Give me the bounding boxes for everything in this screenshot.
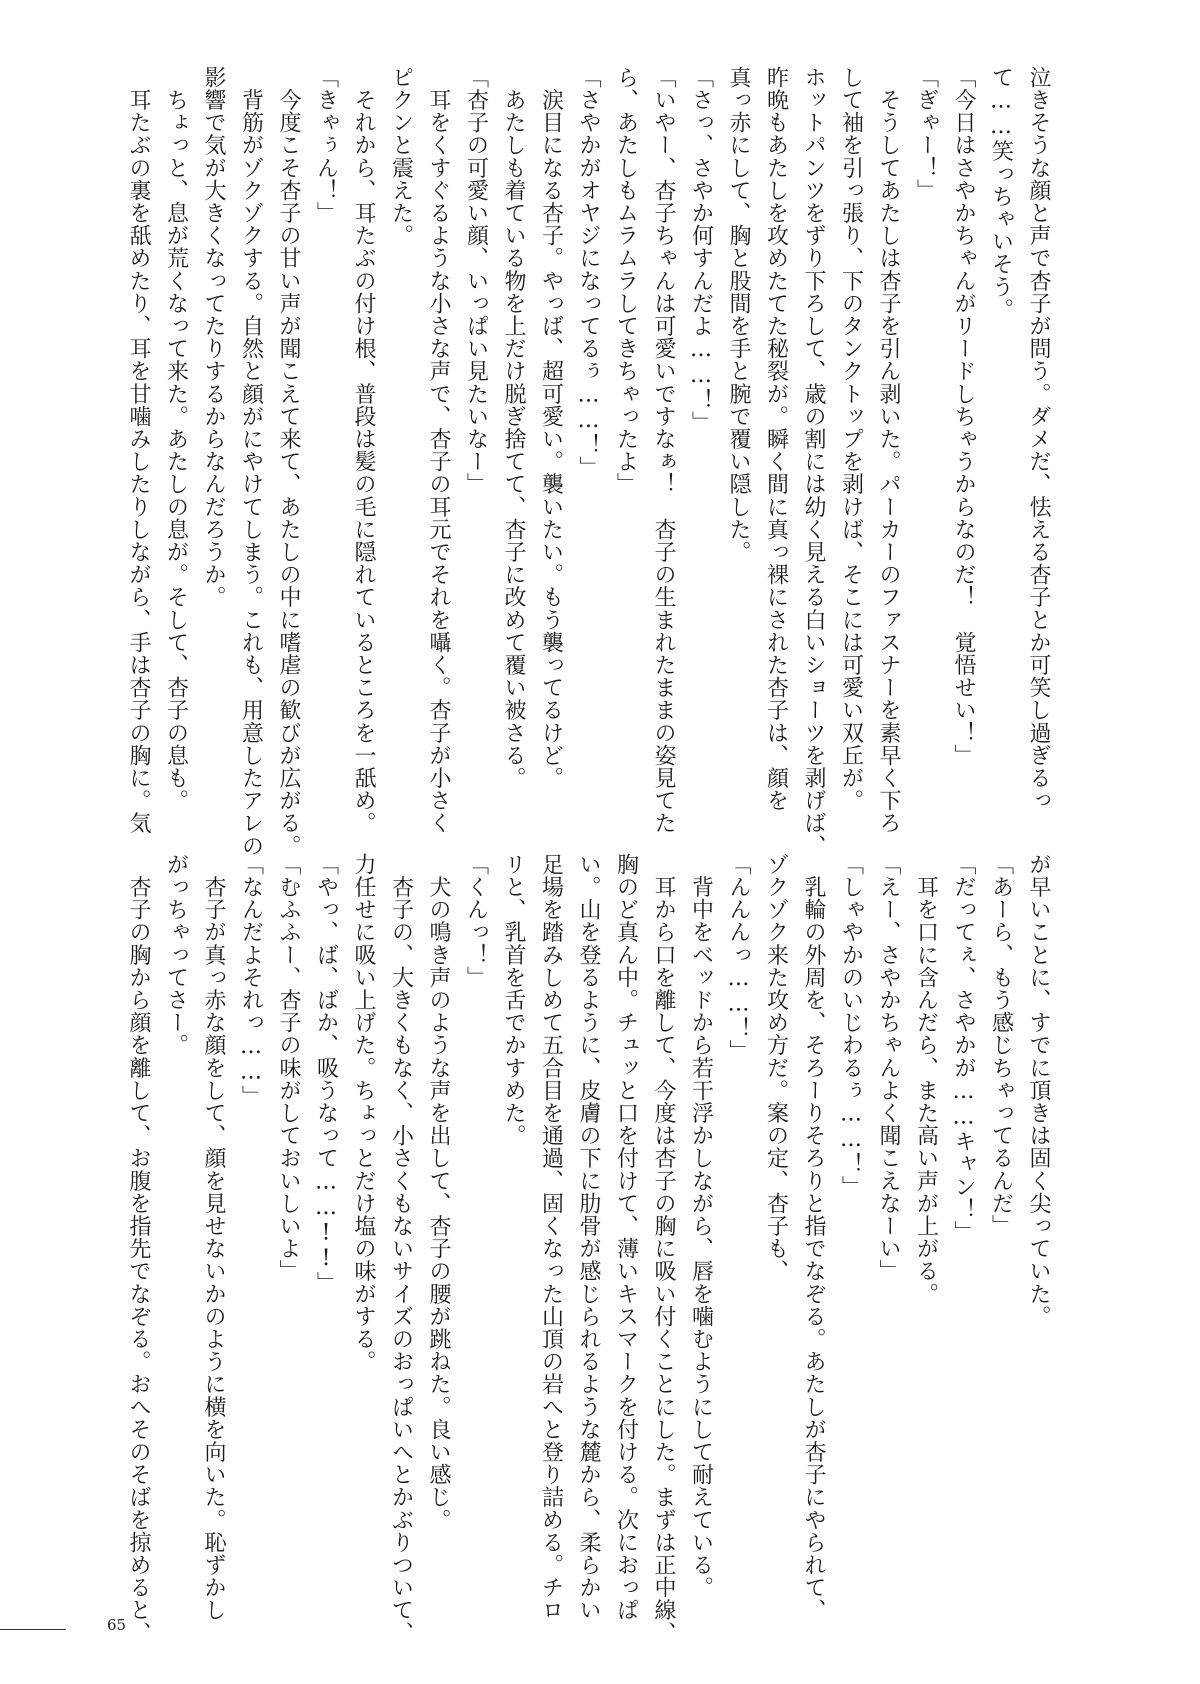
text-line: 「杏子の可愛い顔、いっぱい見たいなー」 [463,66,489,496]
text-line: リと、乳首を舌でかすめた。 [501,853,526,1147]
text-line: ピクンと震えた。 [388,66,414,247]
text-line: して袖を引っ張り、下のタンクトップを剥けば、そこには可愛い双丘が。 [838,66,864,812]
text-line: 影響で気が大きくなってたりするからなんだろうか。 [201,66,226,609]
text-line: そうしてあたしは杏子を引ん剥いた。パーカーのファスナーを素早く下ろ [876,66,901,835]
text-line: 「えー、さやかちゃんよく聞こえなーい」 [876,853,901,1283]
text-line: 泣きそうな顔と声で杏子が問う。ダメだ、怯える杏子とか可笑し過ぎるっ [1026,66,1051,812]
text-block-top [120,66,1058,857]
text-line: 「今日はさやかちゃんがリードしちゃうからなのだ！ 覚悟せい！」 [951,66,976,767]
text-line: 犬の鳴き声のような声を出して、杏子の腰が跳ねた。良い感じ。 [426,853,451,1531]
text-line: 「ぎゃー！」 [913,66,939,202]
text-line: 「んんんっ……！」 [726,853,751,1063]
text-line: 「さっ、さやか何すんだよ……！」 [688,66,714,434]
text-line: それから、耳たぶの付け根、普段は髪の毛に隠れているところを一舐め。 [351,66,376,835]
text-line: ら、あたしもムラムラしてきちゃったよ」 [613,66,639,496]
text-line: 「さやかがオヤジになってるぅ……！」 [576,66,601,479]
text-block-bottom [120,853,1058,1644]
text-line: が早いことに、すでに頂きは固く尖っていた。 [1026,853,1051,1328]
text-line: 「しゃやかのいじわるぅ……！」 [838,853,864,1198]
page-number: 65 [107,1616,127,1634]
text-line: 「なんだよそれっ……」 [238,853,264,1108]
text-line: 足場を踏みしめて五合目を通過、固くなった山頂の岩へと登り詰める。チロ [538,853,564,1622]
text-line: 「きゃぅん！」 [313,66,339,225]
text-line: い。山を登るように、皮膚の下に肋骨が感じられるような麓から、柔らかい [576,853,601,1622]
text-line: 乳輪の外周を、そろーりそろりと指でなぞる。あたしが杏子にやられて、 [801,853,826,1622]
text-line: 耳たぶの裏を舐めたり、耳を甘噛みしたりしながら、手は杏子の胸に。気 [126,66,151,835]
text-line: あたしも着ている物を上だけ脱ぎ捨てて、杏子に改めて覆い被さる。 [501,66,526,790]
text-line: 胸のど真ん中。チュッと口を付けて、薄いキスマークを付ける。次におっぱ [613,853,639,1622]
text-line: 涙目になる杏子。やっば、超可愛い。襲いたい。もう襲ってるけど。 [538,66,564,790]
text-line: 耳から口を離して、今度は杏子の胸に吸い付くことにした。まずは正中線、 [651,853,676,1644]
text-line: 「あーら、もう感じちゃってるんだ」 [988,853,1014,1238]
text-line: がっちゃってさー。 [163,853,189,1057]
text-line: ホットパンツをずり下ろして、歳の割には幼く見える白いショーツを剥げば、 [801,66,826,857]
text-line: 耳をくすぐるような小さな声で、杏子の耳元でそれを囁く。杏子が小さく [426,66,451,835]
text-line: 「くんっ！」 [463,853,489,989]
text-line: 真っ赤にして、胸と股間を手と腕で覆い隠した。 [726,66,751,564]
text-line: 杏子の胸から顔を離して、お腹を指先でなぞる。おへそのそばを掠めると、 [126,853,151,1644]
text-line: て……笑っちゃいそう。 [988,66,1014,321]
text-line: 耳を口に含んだら、また高い声が上がる。 [913,853,939,1305]
text-line: 「むふふー、杏子の味がしておいしいよ」 [276,853,301,1283]
text-line: ちょっと、息が荒くなって来た。あたしの息が。そして、杏子の息も。 [163,66,189,812]
text-line: 「いやー、杏子ちゃんは可愛いですなぁ！ 杏子の生まれたままの姿見てた [651,66,676,835]
text-line: 力任せに吸い上げた。ちょっとだけ塩の味がする。 [351,853,376,1373]
text-line: 背筋がゾクゾクする。自然と顔がにやけてしまう。これも、用意したアレの [238,66,264,857]
text-line: 杏子の、大きくもなく、小さくもないサイズのおっぱいへとかぶりついて、 [388,853,414,1644]
text-line: 「やっ、ば、ばか、吸うなって……!!」 [313,853,339,1295]
text-line: 今度こそ杏子の甘い声が聞こえて来て、あたしの中に嗜虐の歓びが広がる。 [276,66,301,857]
footer-rule [0,1629,66,1630]
text-line: 背中をベッドから若干浮かしながら、唇を噛むようにして耐えている。 [688,853,714,1599]
text-line: 杏子が真っ赤な顔をして、顔を見せないかのように横を向いた。恥ずかし [201,853,226,1622]
text-line: 昨晩もあたしを攻めたてた秘裂が。瞬く間に真っ裸にされた杏子は、顔を [763,66,789,812]
text-line: 「だってぇ、さやかが……キャン！」 [951,853,976,1244]
text-line: ゾクゾク来た攻め方だ。案の定、杏子も、 [763,853,789,1283]
